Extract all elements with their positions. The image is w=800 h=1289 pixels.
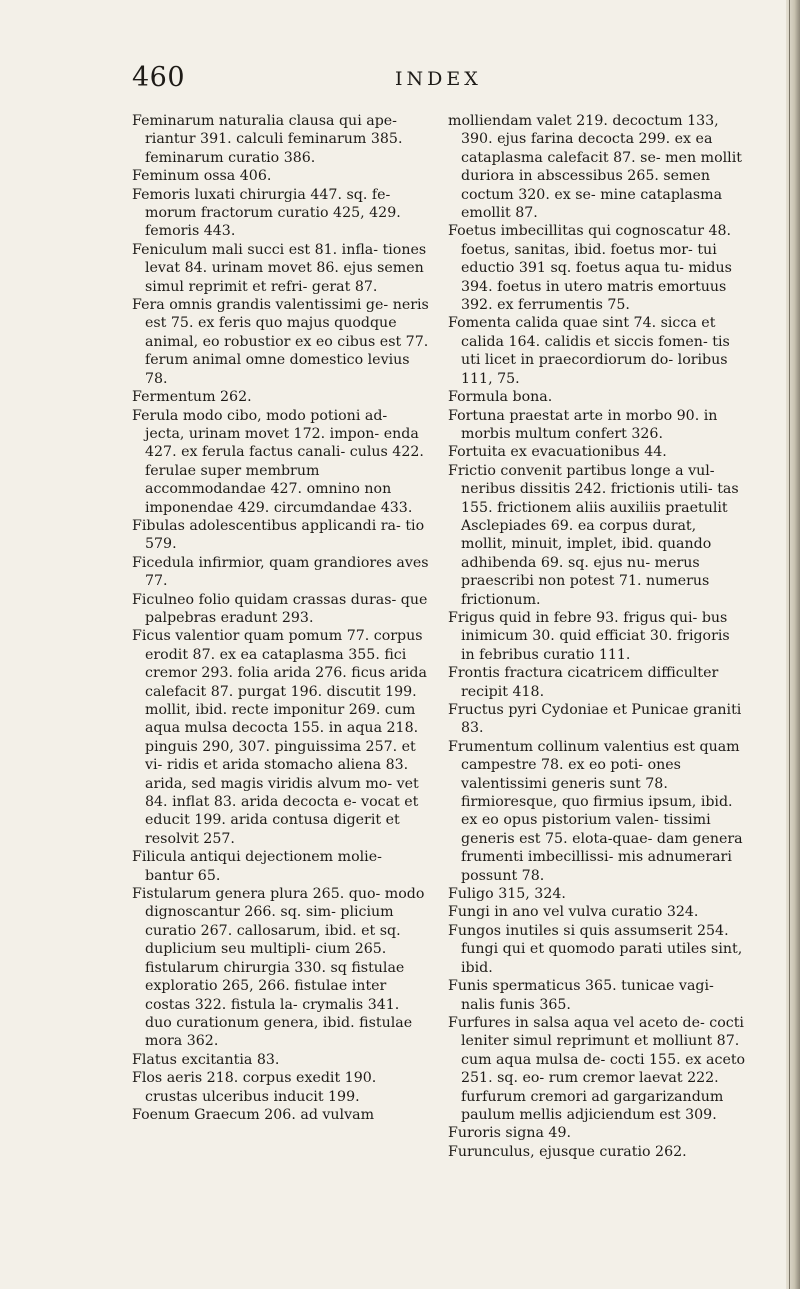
index-entry: Fistularum genera plura 265. quo- modo dignoscantur 266. sq. sim- plicium curatio 267. callosarum, ibid. et sq. duplicium seu multipli- cium 265. fistularum chirurgia 330. sq fistulae exploratio 265, 266. fistulae inter costas 322. fistula la- crymalis 341. duo curationum genera, ibid. fistulae mora 362. bbox=[132, 886, 425, 1050]
index-entry: Fibulas adolescentibus applicandi ra- tio 579. bbox=[132, 517, 425, 553]
index-entry: Feminum ossa 406. bbox=[132, 168, 272, 185]
index-entry: Feminarum naturalia clausa qui ape- riantur 391. calculi feminarum 385. feminarum curatio 386. bbox=[132, 113, 403, 166]
index-entry: Frigus quid in febre 93. frigus qui- bus inimicum 30. quid efficiat 30. frigoris in febribus curatio 111. bbox=[448, 609, 730, 663]
index-entry: Ferula modo cibo, modo potioni ad- jecta, urinam movet 172. impon- enda 427. ex ferula factus canali- culus 422. ferulae super membrum accommodandae 427. omnino non imponendae 429. circumdandae 433. bbox=[132, 407, 424, 516]
index-entry: Frictio convenit partibus longe a vul- neribus dissitis 242. frictionis utili- tas 155. frictionem aliis auxiliis praetulit Asclepiades 69. ea corpus durat, mollit, minuit, implet, ibid. quando adhibenda 69. sq. ejus nu- merus praescribi non potest 71. numerus frictionum. bbox=[448, 462, 739, 608]
index-entry: Ficedula infirmior, quam grandiores aves 77. bbox=[132, 554, 429, 590]
left-index-column bbox=[132, 112, 430, 1124]
index-entry: Flatus excitantia 83. bbox=[132, 1051, 280, 1068]
index-entry: Furoris signa 49. bbox=[448, 1125, 571, 1142]
page-edge-line bbox=[789, 0, 790, 1289]
right-index-column bbox=[448, 112, 746, 1161]
index-entry: Flos aeris 218. corpus exedit 190. crustas ulceribus inducit 199. bbox=[132, 1070, 377, 1105]
index-entry: Ficulneo folio quidam crassas duras- que palpebras eradunt 293. bbox=[132, 591, 428, 626]
index-entry: Frumentum collinum valentius est quam campestre 78. ex eo poti- ones valentissimi generis sunt 78. firmioresque, quo firmius ipsum, ibid. ex eo opus pistorium valen- tissimi generis est 75. elota-quae- dam genera frumenti imbecillissi- mis adnumerari possunt 78. bbox=[448, 738, 743, 884]
index-entry: Femoris luxati chirurgia 447. sq. fe- morum fractorum curatio 425, 429. femoris 443. bbox=[132, 186, 401, 240]
index-entry: Fermentum 262. bbox=[132, 389, 252, 406]
index-entry: Funis spermaticus 365. tunicae vagi- nalis funis 365. bbox=[448, 978, 714, 1013]
index-entry: Foetus imbecillitas qui cognoscatur 48. foetus, sanitas, ibid. foetus mor- tui eductio 391 sq. foetus aqua tu- midus 394. foetus in utero matris emortuus 392. ex ferrumentis 75. bbox=[448, 223, 732, 314]
index-entry: Furfures in salsa aqua vel aceto de- cocti leniter simul reprimunt et molliunt 87. cum aqua mulsa de- cocti 155. ex aceto 251. sq. eo- rum cremor laevat 222. furfurum cremori ad gargarizandum paulum mellis adjiciendum est 309. bbox=[448, 1014, 746, 1123]
index-entry: Feniculum mali succi est 81. infla- tiones levat 84. urinam movet 86. ejus semen simul reprimit et refri- gerat 87. bbox=[132, 241, 427, 295]
index-entry: Fungi in ano vel vulva curatio 324. bbox=[448, 904, 699, 921]
index-entry: Fructus pyri Cydoniae et Punicae graniti 83. bbox=[448, 702, 742, 737]
index-entry: Fungos inutiles si quis assumserit 254. fungi qui et quomodo parati utiles sint, ibid. bbox=[448, 922, 743, 976]
index-entry: Foenum Graecum 206. ad vulvam bbox=[132, 1106, 375, 1123]
index-entry: molliendam valet 219. decoctum 133, 390. ejus farina decocta 299. ex ea cataplasma calefacit 87. se- men mollit duriora in abscessibus 265. semen coctum 320. ex se- mine cataplasma emollit 87. bbox=[448, 113, 742, 222]
index-entry: Furunculus, ejusque curatio 262. bbox=[448, 1143, 687, 1160]
index-entry: Fortuna praestat arte in morbo 90. in morbis multum confert 326. bbox=[448, 407, 718, 442]
page-number: 460 bbox=[132, 62, 186, 93]
index-entry: Ficus valentior quam pomum 77. corpus erodit 87. ex ea cataplasma 355. fici cremor 293. folia arida 276. ficus arida calefacit 87. purgat 196. discutit 199. mollit, ibid. recte imponitur 269. cum aqua mulsa decocta 155. in aqua 218. pinguis 290, 307. pinguissima 257. et vi- ridis et arida stomacho aliena 83. arida, sed magis viridis alvum mo- vet 84. inflat 83. arida decocta e- vocat et educit 199. arida contusa digerit et resolvit 257. bbox=[132, 628, 427, 847]
index-entry: Filicula antiqui dejectionem molie- bantur 65. bbox=[132, 849, 382, 884]
index-entry: Fuligo 315, 324. bbox=[448, 886, 566, 903]
index-entry: Fera omnis grandis valentissimi ge- neris est 75. ex feris quo majus quodque animal, eo robustior ex eo cibus est 77. ferum animal omne domestico levius 78. bbox=[132, 297, 429, 387]
index-entry: Formula bona. bbox=[448, 389, 553, 406]
index-entry: Fortuita ex evacuationibus 44. bbox=[448, 444, 667, 461]
running-title: INDEX bbox=[395, 68, 482, 90]
index-entry: Fomenta calida quae sint 74. sicca et calida 164. calidis et siccis fomen- tis uti licet in praecordiorum do- loribus 111, 75. bbox=[448, 315, 730, 387]
index-entry: Frontis fractura cicatricem difficulter recipit 418. bbox=[448, 665, 719, 700]
